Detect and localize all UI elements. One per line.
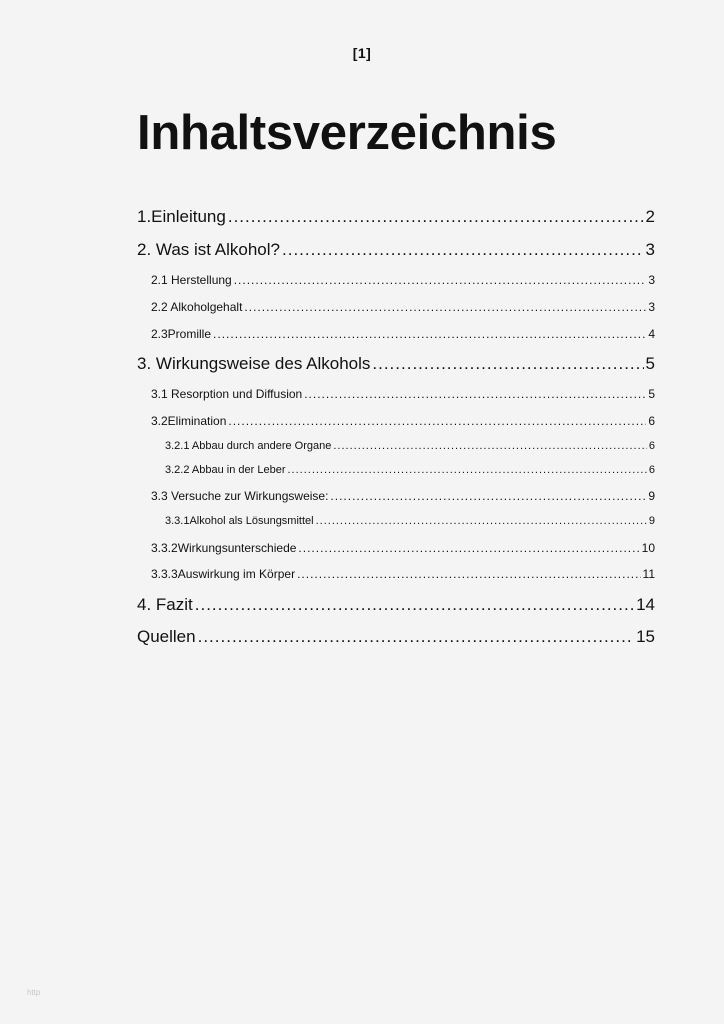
toc-entry-title: 2.1 Herstellung [151, 273, 232, 287]
toc-entry-versuche[interactable] [151, 489, 655, 505]
toc-entry-page: 15 [636, 627, 655, 646]
toc-entry-title: 3.1 Resorption und Diffusion [151, 387, 303, 401]
toc-entry-page: 14 [636, 595, 655, 614]
toc-dot-leader [297, 567, 640, 581]
toc-entry-page: 5 [645, 354, 655, 373]
toc-entry-title: 3.3 Versuche zur Wirkungsweise: [151, 489, 329, 503]
toc-dot-leader [244, 300, 646, 314]
toc-entry-page: 3 [645, 240, 655, 259]
toc-dot-leader [195, 595, 634, 615]
toc-entry-resorption[interactable] [151, 387, 655, 403]
toc-entry-page: 6 [648, 414, 655, 428]
toc-dot-leader [213, 327, 646, 341]
toc-dot-leader [198, 627, 634, 647]
toc-entry-page: 2 [645, 207, 655, 226]
toc-entry-page: 6 [648, 464, 655, 476]
toc-entry-title: 1.Einleitung [137, 207, 226, 226]
toc-entry-title: 2. Was ist Alkohol? [137, 240, 280, 259]
toc-entry-title: 2.2 Alkoholgehalt [151, 300, 243, 314]
toc-dot-leader [287, 464, 646, 476]
toc-entry-quellen[interactable] [137, 627, 655, 649]
toc-entry-herstellung[interactable] [151, 273, 655, 289]
toc-entry-page: 3 [648, 273, 655, 287]
toc-dot-leader [304, 387, 646, 401]
toc-entry-title: 3.3.2Wirkungsunterschiede [151, 541, 297, 555]
toc-entry-title: 3.3.1Alkohol als Lösungsmittel [165, 515, 314, 527]
toc-entry-page: 9 [648, 489, 655, 503]
watermark: http [27, 988, 41, 997]
toc-entry-elimination[interactable] [151, 414, 655, 430]
toc-entry-title: 3.3.3Auswirkung im Körper [151, 567, 296, 581]
toc-dot-leader [372, 354, 643, 374]
toc-entry-auswirkung[interactable] [151, 567, 655, 583]
toc-entry-page: 9 [648, 515, 655, 527]
toc-entry-page: 6 [648, 440, 655, 452]
toc-entry-fazit[interactable] [137, 595, 655, 617]
toc-dot-leader [234, 273, 647, 287]
toc-entry-title: 2.3Promille [151, 327, 212, 341]
toc-dot-leader [333, 440, 647, 452]
toc-dot-leader [298, 541, 639, 555]
toc-entry-wirkungsweise[interactable] [137, 354, 655, 376]
document-title: Inhaltsverzeichnis [137, 106, 557, 160]
toc-dot-leader [316, 515, 647, 527]
toc-entry-page: 3 [648, 300, 655, 314]
toc-entry-title: 3. Wirkungsweise des Alkohols [137, 354, 371, 373]
page-number: [1] [352, 45, 372, 61]
toc-dot-leader [228, 414, 646, 428]
toc-dot-leader [228, 207, 644, 227]
toc-entry-page: 5 [648, 387, 655, 401]
toc-entry-alkoholgehalt[interactable] [151, 300, 655, 316]
toc-entry-page: 11 [642, 567, 655, 581]
toc-entry-abbau-leber[interactable] [165, 464, 655, 479]
toc-entry-promille[interactable] [151, 327, 655, 343]
toc-entry-was-ist-alkohol[interactable] [137, 240, 655, 262]
toc-entry-title: 3.2.2 Abbau in der Leber [165, 464, 286, 476]
toc-dot-leader [330, 489, 646, 503]
toc-entry-title: 3.2.1 Abbau durch andere Organe [165, 440, 332, 452]
toc-entry-page: 4 [648, 327, 655, 341]
toc-entry-title: 4. Fazit [137, 595, 193, 614]
toc-entry-title: 3.2Elimination [151, 414, 227, 428]
toc-entry-title: Quellen [137, 627, 196, 646]
toc-entry-abbau-organe[interactable] [165, 440, 655, 455]
toc-entry-wirkungsunterschiede[interactable] [151, 541, 655, 557]
toc-entry-einleitung[interactable] [137, 207, 655, 229]
toc-entry-loesungsmittel[interactable] [165, 515, 655, 530]
toc-entry-page: 10 [641, 541, 655, 555]
toc-dot-leader [282, 240, 644, 260]
